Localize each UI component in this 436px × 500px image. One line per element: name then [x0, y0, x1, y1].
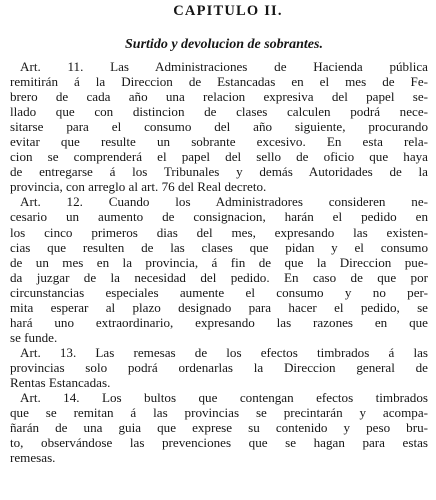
text-line: provincia, con arreglo al art. 76 del Real decreto.: [10, 179, 267, 195]
chapter-title: CAPITULO II.: [173, 3, 283, 19]
text-line: ñarán de una guia que exprese su contenido y peso bru-: [10, 420, 428, 436]
text-line: remitirán á la Direccion de Estancadas en el mes de Fe-: [10, 74, 428, 90]
text-line: sitarse para el consumo del año siguiente, procurando: [10, 119, 428, 135]
text-line: da juzgar de la necesidad del pedido. En caso de que por: [10, 269, 428, 285]
text-line: cesario un aumento de consignacion, harán el pedido en: [10, 209, 428, 225]
text-line: de entregarse á los Tribunales y demás Autoridades de la: [10, 164, 428, 180]
text-line: se funde.: [10, 329, 58, 345]
text-line: circunstancias especiales aumente el consumo y no per-: [10, 284, 428, 300]
text-line: evitar que resulte un sobrante excesivo. En esta rela-: [10, 134, 428, 150]
text-line: cias que resulten de las clases que pidan y el consumo: [10, 239, 428, 255]
text-line: mita esperar al plazo designado para hacer el pedido, se: [10, 299, 428, 315]
text-line: remesas.: [10, 450, 56, 466]
article-14: [10, 390, 428, 465]
section-title: Surtido y devolucion de sobrantes.: [125, 37, 323, 52]
document-page: [10, 0, 428, 465]
text-line: provincias solo podrá ordenarlas la Direccion general de: [10, 359, 428, 375]
text-line: Art. 11. Las Administraciones de Hacienda pública: [20, 59, 428, 74]
text-line: hará uno extraordinario, expresando las razones en que: [10, 314, 428, 330]
text-line: to, observándose las prevenciones que se hagan para estas: [10, 435, 428, 451]
article-11: [10, 59, 428, 194]
text-line: los cinco primeros dias del mes, expresando las existen-: [10, 224, 428, 240]
text-line: Rentas Estancadas.: [10, 374, 111, 390]
text-line: brero de cada año una relacion expresiva del papel se-: [10, 89, 428, 105]
text-line: Art. 13. Las remesas de los efectos timbrados á las: [20, 344, 428, 360]
text-line: llado que con distincion de clases calculen podrá nece-: [10, 104, 428, 120]
text-line: cion se comprenderá el papel del sello de oficio que haya: [10, 149, 428, 165]
text-line: Art. 14. Los bultos que contengan efectos timbrados: [20, 390, 428, 406]
article-13: [10, 345, 428, 390]
text-line: de un mes en la provincia, á fin de que la Direccion pue-: [10, 254, 428, 270]
text-line: Art. 12. Cuando los Administradores consideren ne-: [20, 194, 428, 210]
text-line: que se remitan á las provincias se precintarán y acompa-: [10, 405, 428, 421]
article-12: [10, 194, 428, 344]
